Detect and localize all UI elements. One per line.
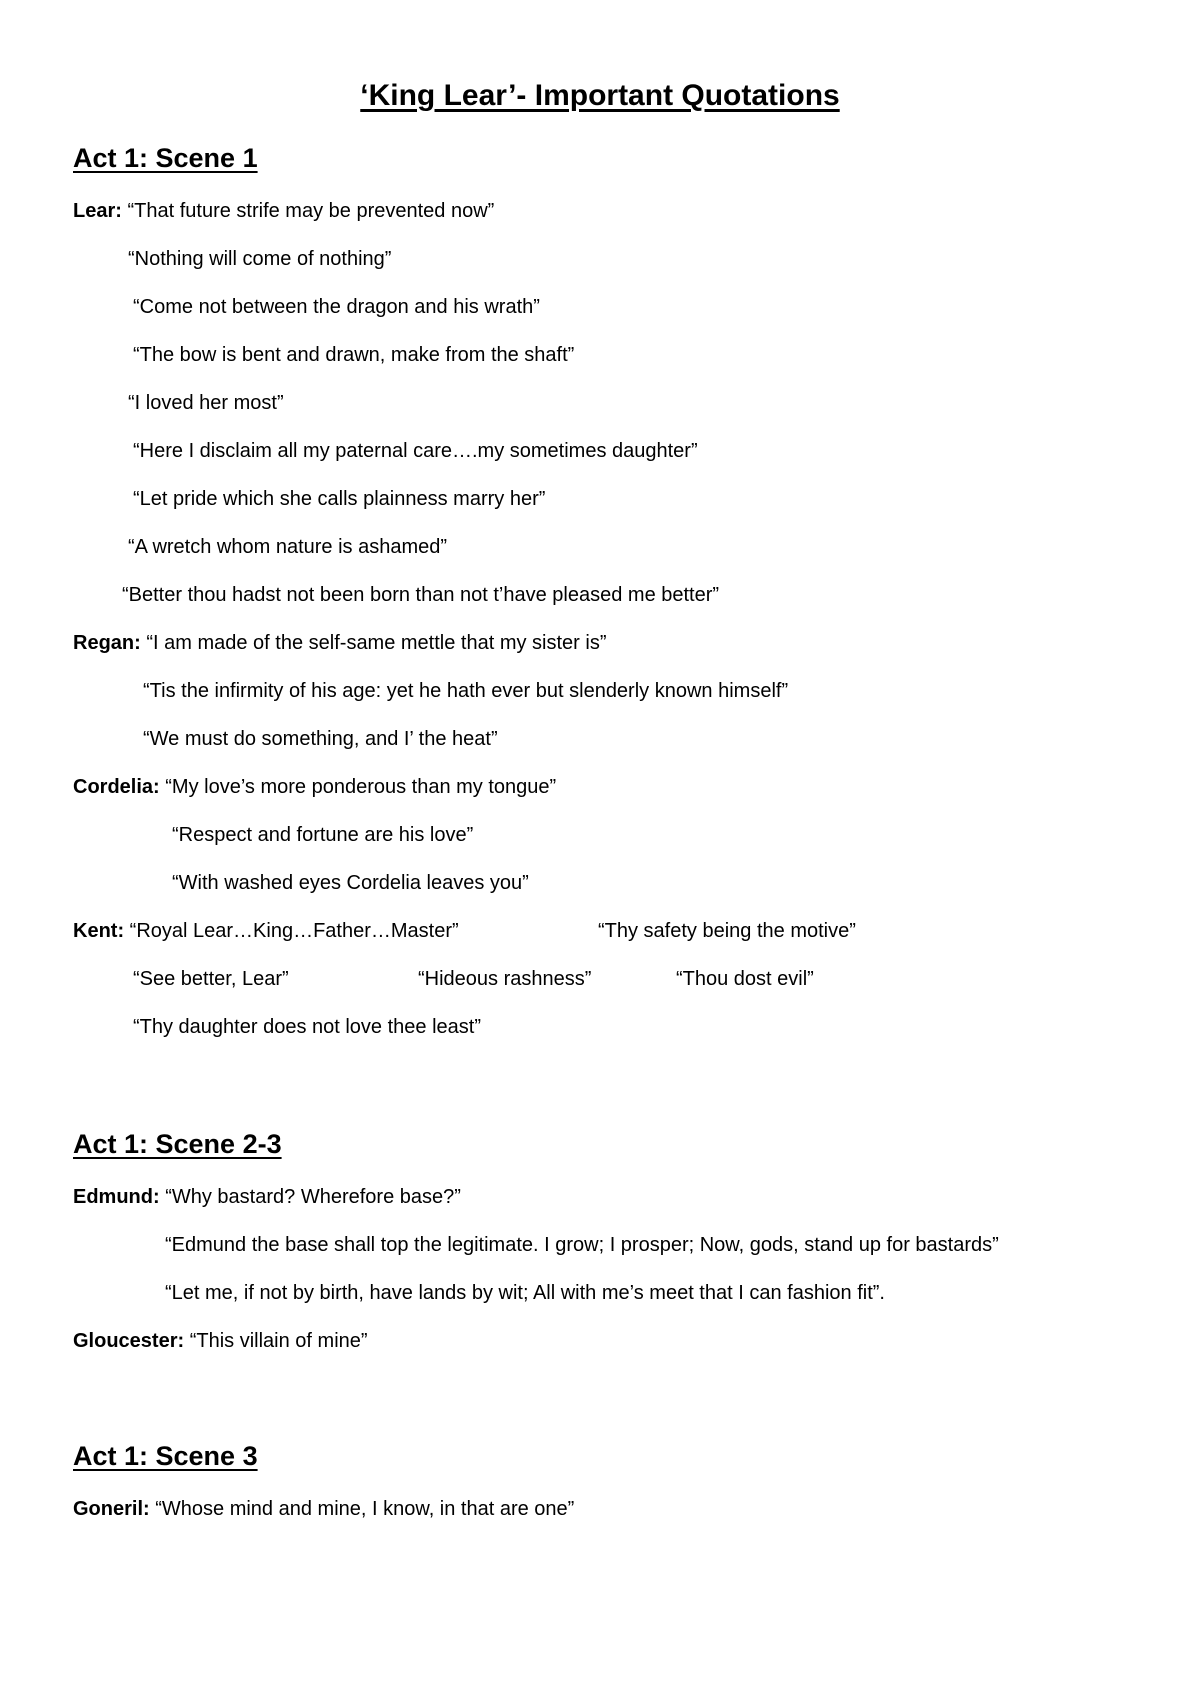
quote-text: “I am made of the self-same mettle that my sister is” [146,632,607,654]
quote-line [133,437,698,465]
quote-line [73,1327,368,1355]
quote-text: “Why bastard? Wherefore base?” [165,1186,461,1208]
quote-text: “Come not between the dragon and his wrath” [133,296,540,318]
quote-line [133,965,289,993]
quote-text: “With washed eyes Cordelia leaves you” [172,872,529,894]
speaker-label: Gloucester: [73,1330,185,1352]
quote-line [73,629,607,657]
quote-line [143,725,498,753]
quote-text: “We must do something, and I’ the heat” [143,728,498,750]
quote-text: “I loved her most” [128,392,284,414]
quote-line [133,485,545,513]
speaker-label: Kent: [73,920,125,942]
quote-line [598,917,856,945]
quote-text: “A wretch whom nature is ashamed” [128,536,448,558]
speaker-label: Lear: [73,200,122,222]
quote-line [172,869,529,897]
quote-line [165,1279,885,1307]
quote-text: “Nothing will come of nothing” [128,248,392,270]
quote-line [418,965,591,993]
quote-line [165,1231,999,1259]
quote-text: “Hideous rashness” [418,968,592,990]
section-heading-act1-scene1: Act 1: Scene 1 [73,143,258,173]
quote-line [73,917,459,945]
speaker-label: Goneril: [73,1498,150,1520]
page-title: ‘King Lear’- Important Quotations [360,79,840,112]
quote-line [133,293,540,321]
quote-text: “That future strife may be prevented now” [127,200,495,222]
quote-text: “Royal Lear…King…Father…Master” [129,920,459,942]
quote-text: “Better thou hadst not been born than not t’have pleased me better” [122,584,720,606]
quote-line [128,389,284,417]
quote-line [73,773,556,801]
speaker-label: Regan: [73,632,141,654]
quote-line [128,533,447,561]
quote-line [73,1183,461,1211]
speaker-label: Edmund: [73,1186,160,1208]
section-heading-act1-scene3: Act 1: Scene 3 [73,1441,258,1471]
quote-text: “This villain of mine” [189,1330,368,1352]
section-heading-act1-scene2-3: Act 1: Scene 2-3 [73,1129,282,1159]
quote-text: “Whose mind and mine, I know, in that are one” [155,1498,575,1520]
quote-text: “Let me, if not by birth, have lands by wit; All with me’s meet that I can fashion fit”. [165,1282,885,1304]
quote-line [676,965,814,993]
quote-text: “See better, Lear” [133,968,289,990]
quote-line [133,341,574,369]
quote-text: “The bow is bent and drawn, make from the shaft” [133,344,575,366]
quote-line [122,581,719,609]
quote-text: “Respect and fortune are his love” [172,824,474,846]
quote-text: “Tis the infirmity of his age: yet he hath ever but slenderly known himself” [143,680,789,702]
quote-text: “Edmund the base shall top the legitimate. I grow; I prosper; Now, gods, stand up for bastards” [165,1234,999,1256]
quote-text: “Thy safety being the motive” [598,920,856,942]
quote-line [73,197,494,225]
quote-text: “Thou dost evil” [676,968,814,990]
quote-line [143,677,788,705]
speaker-label: Cordelia: [73,776,160,798]
quote-text: “My love’s more ponderous than my tongue” [165,776,557,798]
quote-text: “Let pride which she calls plainness marry her” [133,488,546,510]
quote-text: “Here I disclaim all my paternal care….my sometimes daughter” [133,440,698,462]
quote-text: “Thy daughter does not love thee least” [133,1016,481,1038]
quote-line [133,1013,481,1041]
quote-line [172,821,473,849]
quote-line [128,245,391,273]
quote-line [73,1495,574,1523]
